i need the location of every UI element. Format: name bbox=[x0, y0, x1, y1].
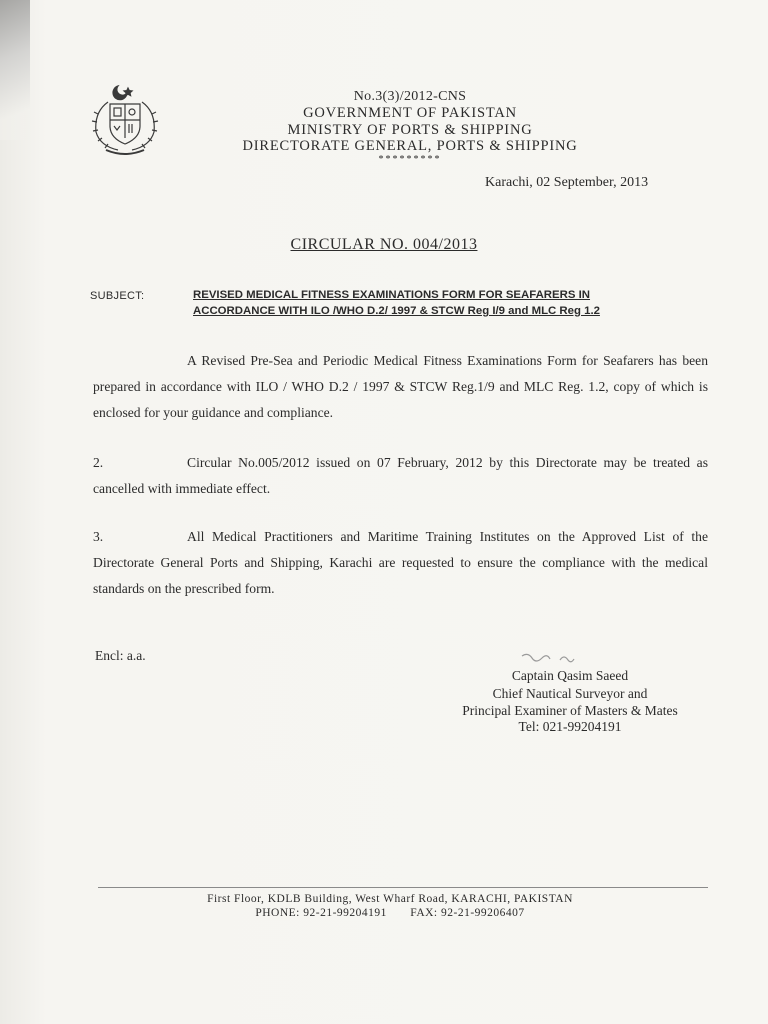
heading-separator: ********* bbox=[378, 154, 442, 165]
footer-phone: PHONE: 92-21-99204191 bbox=[255, 907, 387, 919]
subject-label: SUBJECT: bbox=[90, 290, 145, 302]
government-heading: GOVERNMENT OF PAKISTAN bbox=[303, 105, 517, 121]
paragraph-3-number: 3. bbox=[93, 529, 104, 544]
enclosure-note: Encl: a.a. bbox=[95, 648, 146, 663]
footer-fax: FAX: 92-21-99206407 bbox=[410, 907, 525, 919]
signatory-phone: Tel: 021-99204191 bbox=[518, 719, 622, 734]
paragraph-3 bbox=[93, 524, 708, 602]
date-line: Karachi, 02 September, 2013 bbox=[485, 175, 649, 190]
paragraph-1-text: A Revised Pre-Sea and Periodic Medical Fitness Examinations Form for Seafarers has been prepared in accordance with ILO / WHO D.2 / 1997 & STCW Reg.1/9 and MLC Reg. 1.2, copy of which is enclosed for your guidance and compliance. bbox=[93, 353, 708, 420]
footer-divider bbox=[98, 887, 708, 888]
state-emblem-icon bbox=[84, 80, 166, 162]
circular-title: CIRCULAR NO. 004/2013 bbox=[290, 236, 478, 253]
signatory-name: Captain Qasim Saeed bbox=[511, 668, 629, 683]
subject-line-1: REVISED MEDICAL FITNESS EXAMINATIONS FORM FOR SEAFARERS IN bbox=[193, 289, 591, 301]
subject-text bbox=[193, 287, 703, 319]
signatory-title-2: Principal Examiner of Masters & Mates bbox=[462, 703, 678, 718]
paragraph-2 bbox=[93, 450, 708, 502]
paragraph-3-text: All Medical Practitioners and Maritime Training Institutes on the Approved List of the Directorate General Ports and Shipping, Karachi are requested to ensure the compliance with the medical standards on the prescribed form. bbox=[93, 529, 708, 596]
paragraph-2-number: 2. bbox=[93, 455, 104, 470]
subject-line-2: ACCORDANCE WITH ILO /WHO D.2/ 1997 & STCW Reg I/9 and MLC Reg 1.2 bbox=[193, 305, 600, 317]
signatory-title-1: Chief Nautical Surveyor and bbox=[492, 686, 648, 701]
paragraph-2-text: Circular No.005/2012 issued on 07 February, 2012 by this Directorate may be treated as cancelled with immediate effect. bbox=[93, 455, 708, 496]
footer-address: First Floor, KDLB Building, West Wharf Road, KARACHI, PAKISTAN bbox=[207, 893, 573, 905]
paragraph-1 bbox=[93, 348, 708, 426]
footer-contacts bbox=[0, 907, 768, 919]
binder-clip-shadow bbox=[0, 0, 30, 140]
reference-number: No.3(3)/2012-CNS bbox=[353, 89, 467, 104]
ministry-heading: MINISTRY OF PORTS & SHIPPING bbox=[287, 122, 533, 138]
directorate-heading: DIRECTORATE GENERAL, PORTS & SHIPPING bbox=[242, 138, 578, 154]
